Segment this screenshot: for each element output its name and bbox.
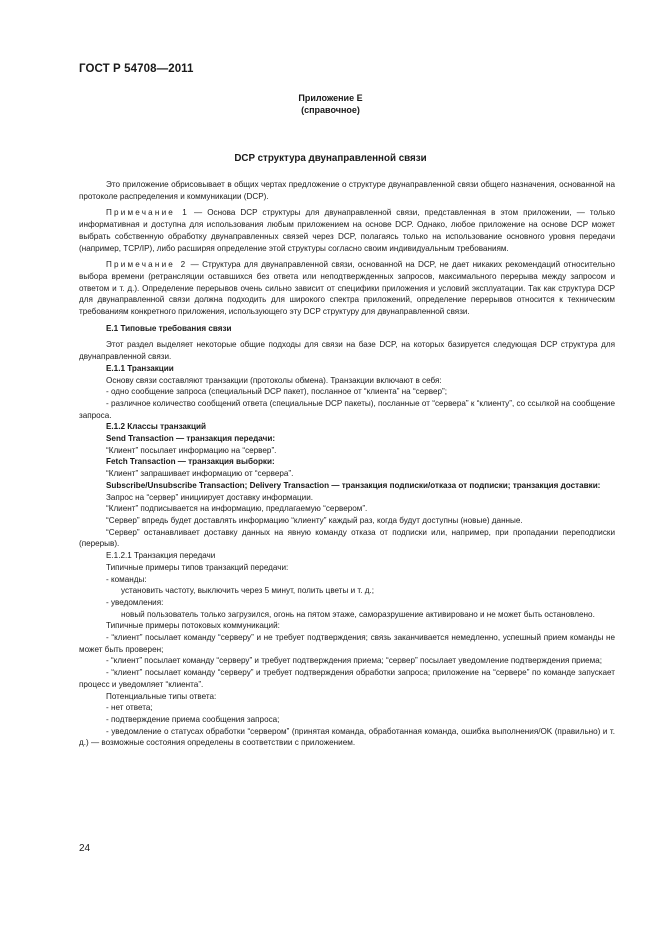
document-title: DCP структура двунаправленной связи: [234, 153, 427, 164]
stream-intro: Типичные примеры потоковых коммуникаций:: [106, 621, 280, 631]
note-1-label: Примечание 1: [106, 208, 189, 218]
list-item: - команды:: [106, 574, 147, 584]
section-e121-heading: Е.1.2.1 Транзакция передачи: [106, 551, 216, 561]
section-e1-text: Этот раздел выделяет некоторые общие подходы для связи на базе DCP, на которых базируется следующая DCP структура для двунаправленной связи.: [79, 340, 615, 362]
section-e12-heading: Е.1.2 Классы транзакций: [106, 422, 206, 432]
note-2-text: — Структура для двунаправленной связи, основанной на DCP, не дает никаких рекомендаций относительно выбора времени (ретрансляции оставшихся без ответа или неподтвержденных запросов, максимального перерыва между запросом и ответом и т. д.). Определение перерывов очень сильно зависит от специфики приложения и условий эксплуатации. Так как структура DCP для двунаправленной связи должна подходить для широкого спектра приложений, определение перерывов относится к техническим требованиям конкретного приложения, использующего эту DCP структуру для двунаправленной связи.: [79, 260, 615, 317]
subscribe-transaction-heading: Subscribe/Unsubscribe Transaction; Delivery Transaction — транзакция подписки/отказа от подписки; транзакция доставки:: [106, 480, 601, 490]
list-example: установить частоту, выключить через 5 минут, полить цветы и т. д.;: [121, 586, 374, 596]
note-1-text: — Основа DCP структуры для двунаправленной связи, представленная в этом приложении, — только информативная и доступна для использования любым приложением на основе DCP. Однако, любое приложение на основе DCP может выбрать собственную обработку двунаправленных связей через DCP, полагаясь только на использование основного уровня передачи (например, TCP/IP), либо расширяя определение этой структуры согласно своим индивидуальным требованиям.: [79, 208, 615, 253]
section-e11-heading: Е.1.1 Транзакции: [106, 363, 174, 373]
note-2: [79, 259, 615, 318]
send-transaction-text: “Клиент” посылает информацию на “сервер”.: [106, 445, 277, 455]
appendix-title: Приложение Е: [298, 93, 363, 103]
note-2-label: Примечание 2: [106, 260, 188, 270]
list-example: новый пользователь только загрузился, огонь на пятом этаже, саморазрушение активировано и не может быть остановлено.: [121, 609, 595, 619]
section-e11-text: Основу связи составляют транзакции (протоколы обмена). Транзакции включают в себя:: [106, 375, 442, 385]
subscribe-text: “Сервер” останавливает доставку данных на явную команду отказа от подписки или, например, при пропадании переподписки (перерыв).: [79, 527, 615, 549]
list-item: - одно сообщение запроса (специальный DCP пакет), посланное от “клиента” на “сервер”;: [106, 387, 447, 397]
appendix-type: (справочное): [301, 105, 360, 115]
subscribe-text: Запрос на “сервер” инициирует доставку информации.: [106, 492, 313, 502]
document-body: [79, 179, 615, 749]
fetch-transaction-text: “Клиент” запрашивает информацию от “сервера”.: [106, 469, 294, 479]
list-item: - различное количество сообщений ответа (специальные DCP пакеты), посланные от “сервера” к “клиенту”, со ссылкой на сообщение запроса.: [79, 398, 615, 420]
send-transaction-heading: Send Transaction — транзакция передачи:: [106, 434, 276, 444]
list-item: - уведомления:: [106, 597, 164, 607]
appendix-heading: [0, 92, 661, 116]
section-e1-heading: Е.1 Типовые требования связи: [106, 323, 232, 333]
list-item: - уведомление о статусах обработки “сервером” (принятая команда, обработанная команда, ошибка выполнения/OK (правильно) и т. д.) — возможные состояния определены в соответствии с приложением.: [79, 726, 615, 748]
fetch-transaction-heading: Fetch Transaction — транзакция выборки:: [106, 457, 275, 467]
list-item: - “клиент” посылает команду “серверу” и требует подтверждения обработки запроса; приложение на “сервере” по команде запускает процесс и уведомляет “клиента”.: [79, 668, 615, 689]
list-item: - нет ответа;: [106, 703, 153, 713]
intro-paragraph: Это приложение обрисовывает в общих чертах предложение о структуре двунаправленной связи общего назначения, основанной на протоколе распределения и коммуникации (DCP).: [79, 180, 615, 201]
list-item: - “клиент” посылает команду “серверу” и требует подтверждения приема; “сервер” посылает уведомление подтверждения приема;: [106, 656, 603, 666]
response-intro: Потенциальные типы ответа:: [106, 691, 217, 701]
subscribe-text: “Сервер” впредь будет доставлять информацию “клиенту” каждый раз, когда будут доступны (новые) данные.: [106, 515, 523, 525]
note-1: [79, 207, 615, 254]
list-item: - подтверждение приема сообщения запроса;: [106, 714, 280, 724]
section-e121-text: Типичные примеры типов транзакций передачи:: [106, 562, 289, 572]
list-item: - “клиент” посылает команду “серверу” и не требует подтверждения; связь заканчивается немедленно, успешный прием команды не может быть проверен;: [79, 633, 615, 654]
standard-number: ГОСТ Р 54708—2011: [79, 63, 194, 75]
page-number: 24: [79, 843, 91, 854]
subscribe-text: “Клиент” подписывается на информацию, предлагаемую “сервером”.: [106, 504, 368, 514]
